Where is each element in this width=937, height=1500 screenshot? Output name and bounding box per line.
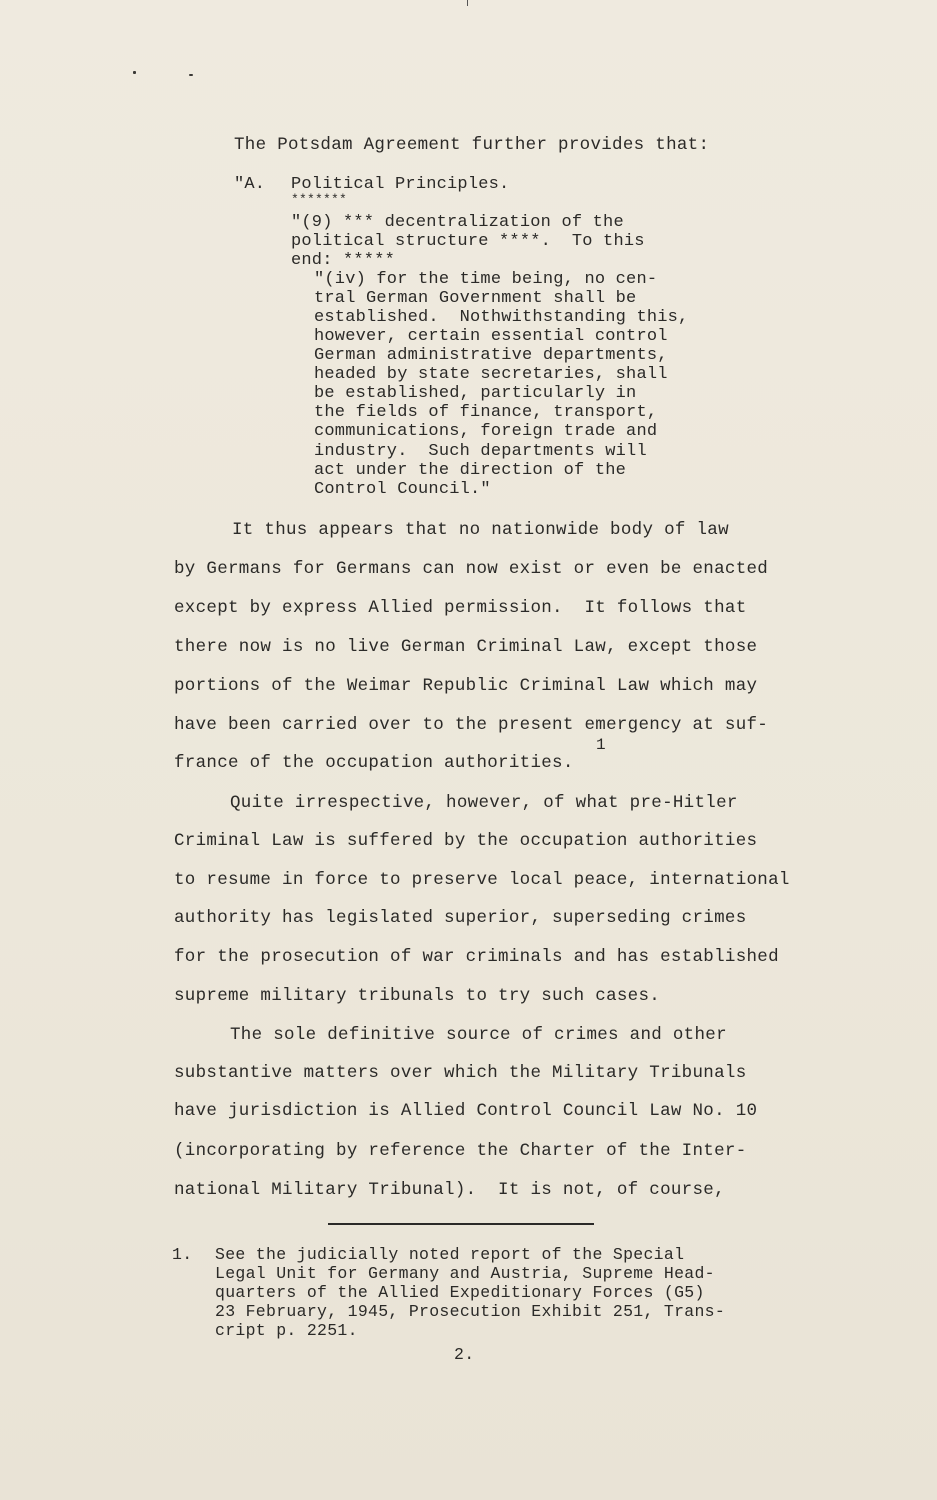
- body-line: for the prosecution of war criminals and has established: [174, 947, 779, 967]
- quote-iv-line: tral German Government shall be: [314, 289, 637, 308]
- quote-iv-line: German administrative departments,: [314, 346, 668, 365]
- body-line: It thus appears that no nationwide body of law: [232, 520, 729, 540]
- quote-iv-line: the fields of finance, transport,: [314, 403, 658, 422]
- page-number: 2.: [454, 1345, 475, 1364]
- body-line: Quite irrespective, however, of what pre-Hitler: [230, 793, 738, 813]
- quote-line: political structure ****. To this: [291, 232, 645, 251]
- body-line: have been carried over to the present emergency at suf-: [174, 715, 769, 735]
- body-line: The sole definitive source of crimes and other: [230, 1025, 727, 1045]
- body-line: substantive matters over which the Military Tribunals: [174, 1063, 747, 1083]
- quote-iv-line: be established, particularly in: [314, 384, 637, 403]
- quote-iv-line: act under the direction of the: [314, 461, 627, 480]
- quote-iv-line: headed by state secretaries, shall: [314, 365, 668, 384]
- quote-line: "(9) *** decentralization of the: [291, 213, 624, 232]
- body-line: by Germans for Germans can now exist or even be enacted: [174, 559, 769, 579]
- quote-line: end: *****: [291, 251, 396, 270]
- footnote-line: cript p. 2251.: [215, 1321, 358, 1340]
- body-line: there now is no live German Criminal Law, except those: [174, 637, 758, 657]
- footnote-number: 1.: [172, 1245, 193, 1264]
- body-line: supreme military tribunals to try such cases.: [174, 986, 661, 1006]
- quote-iv-line: "(iv) for the time being, no cen-: [314, 270, 658, 289]
- body-line: Criminal Law is suffered by the occupation authorities: [174, 831, 758, 851]
- intro-line: The Potsdam Agreement further provides that:: [234, 135, 710, 155]
- body-line: national Military Tribunal). It is not, of course,: [174, 1180, 725, 1200]
- scan-mark: [467, 0, 468, 6]
- scan-speck: [189, 74, 193, 76]
- quote-iv-line: Control Council.": [314, 480, 491, 499]
- quote-stars: *******: [291, 192, 348, 207]
- quote-iv-line: communications, foreign trade and: [314, 422, 658, 441]
- quote-heading: Political Principles.: [291, 175, 510, 194]
- body-line: have jurisdiction is Allied Control Council Law No. 10: [174, 1101, 758, 1121]
- footnote-line: quarters of the Allied Expeditionary Forces (G5): [215, 1283, 705, 1302]
- body-line: to resume in force to preserve local peace, international: [174, 870, 790, 890]
- body-line: france of the occupation authorities.: [174, 753, 574, 773]
- quote-label: "A.: [234, 175, 266, 194]
- body-line: portions of the Weimar Republic Criminal Law which may: [174, 676, 758, 696]
- footnote-line: See the judicially noted report of the Special: [215, 1245, 685, 1264]
- footnote-reference: 1: [596, 736, 606, 754]
- footnote-line: Legal Unit for Germany and Austria, Supreme Head-: [215, 1264, 715, 1283]
- body-line: (incorporating by reference the Charter of the Inter-: [174, 1141, 747, 1161]
- footnote-line: 23 February, 1945, Prosecution Exhibit 251, Trans-: [215, 1302, 726, 1321]
- scan-speck: [133, 71, 136, 74]
- body-line: except by express Allied permission. It follows that: [174, 598, 747, 618]
- footnote-divider: [328, 1223, 594, 1225]
- quote-iv-line: established. Nothwithstanding this,: [314, 308, 689, 327]
- quote-iv-line: however, certain essential control: [314, 327, 668, 346]
- body-line: authority has legislated superior, superseding crimes: [174, 908, 747, 928]
- quote-iv-line: industry. Such departments will: [314, 442, 647, 461]
